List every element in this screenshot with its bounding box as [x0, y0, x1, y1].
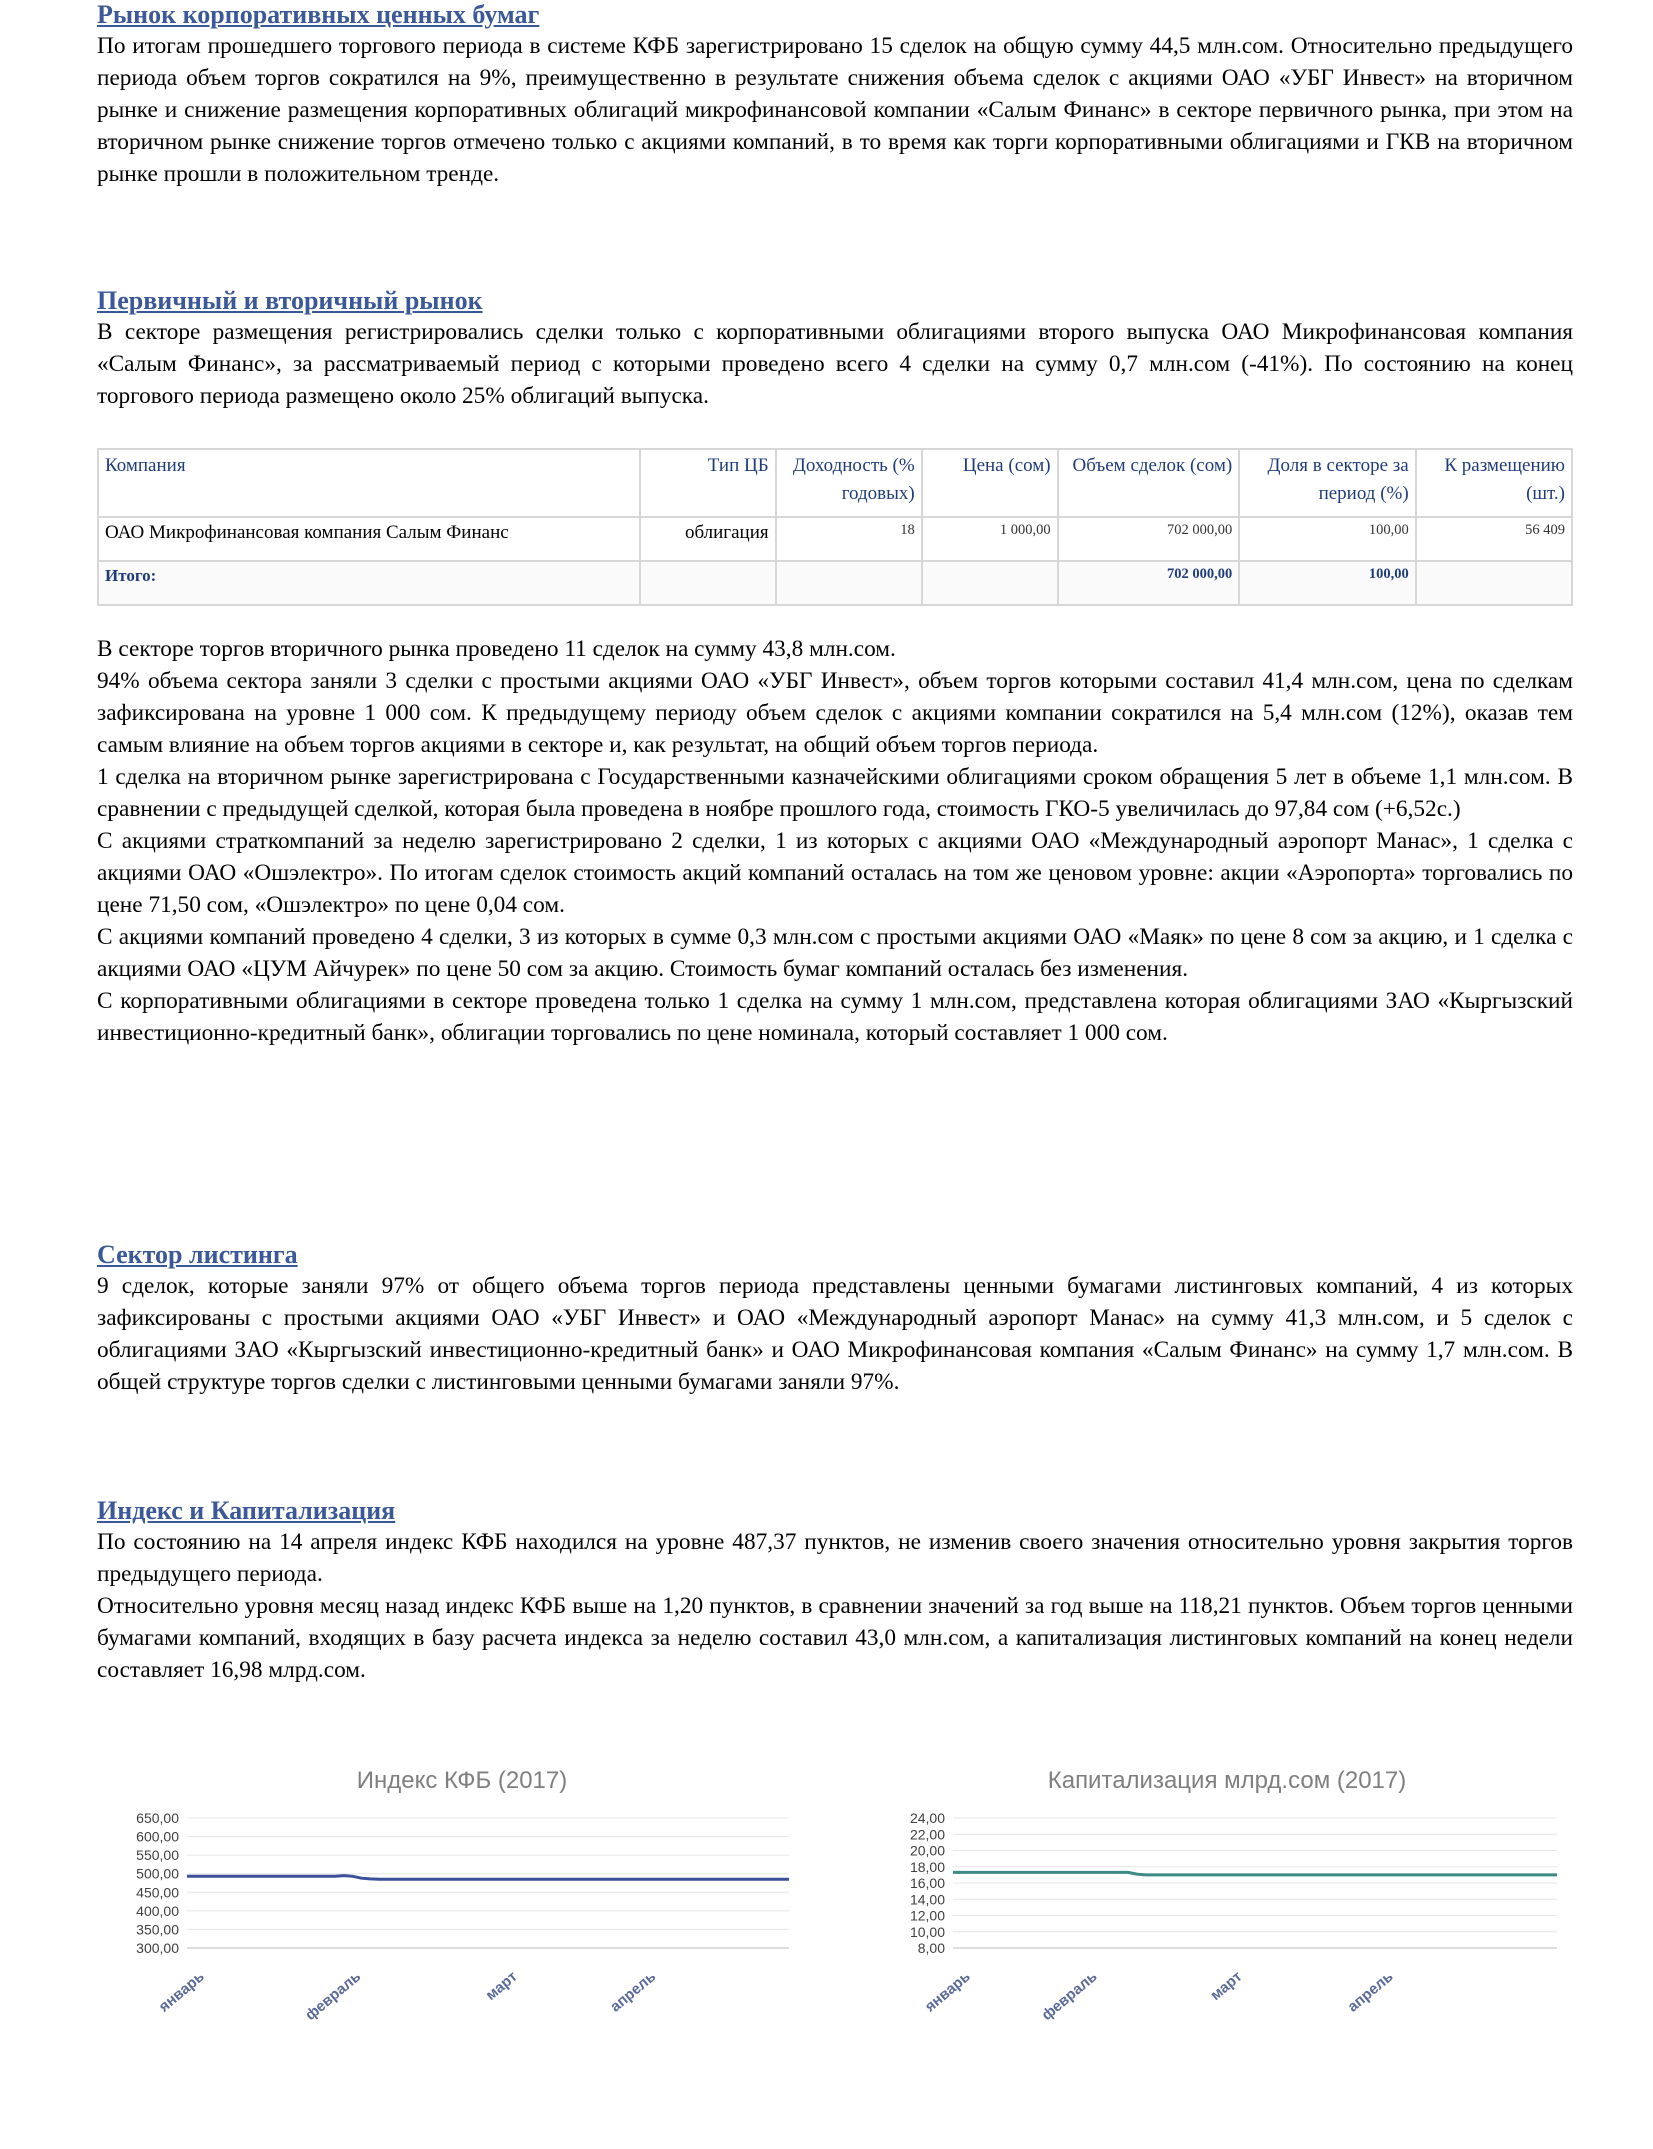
section-text-corporate: По итогам прошедшего торгового периода в системе КФБ зарегистрировано 15 сделок на общую сумму 44,5 млн.сом. Относительно предыдущего периода объем торгов сократился на 9%, преимущественно в результате снижения объема сделок с акциями ОАО «УБГ Инвест» на вторичном рынке и снижение размещения корпоративных облигаций микрофинансовой компании «Салым Финанс» в секторе первичного рынка, при этом на вторичном рынке снижение торгов отмечено только с акциями компаний, в то время как торги корпоративными облигациями и ГКВ на вторичном рынке прошли в положительном тренде. [97, 33, 1573, 187]
section-primary [97, 286, 1573, 412]
y-tick-label: 350,00 [136, 1921, 179, 1938]
col-header-share: Доля в секторе за период (%) [1239, 449, 1416, 517]
x-tick-label: апрель [1344, 1968, 1397, 2016]
y-tick-label: 12,00 [909, 1907, 945, 1924]
x-tick-label: январь [921, 1968, 974, 2016]
index-chart [97, 1760, 817, 2045]
placement-table [97, 448, 1573, 606]
paragraph: 94% объема сектора заняли 3 сделки с простыми акциями ОАО «УБГ Инвест», объем торгов которыми составил 41,4 млн.сом, цена по сделкам зафиксирована на уровне 1 000 сом. К предыдущему периоду объем сделок с акциями компании сократился на 5,4 млн.сом (12%), оказав тем самым влияние на объем торгов акциями в секторе и, как результат, на общий объем торгов периода. [97, 668, 1573, 758]
y-tick-label: 18,00 [909, 1858, 945, 1875]
y-tick-label: 450,00 [136, 1884, 179, 1901]
placement-table-wrapper [97, 448, 1573, 606]
y-tick-label: 650,00 [136, 1810, 179, 1826]
cell-yield: 18 [776, 517, 922, 561]
y-tick-label: 10,00 [909, 1923, 945, 1940]
table-row [98, 517, 1572, 561]
cell-total-empty [922, 561, 1058, 605]
y-tick-label: 300,00 [136, 1940, 179, 1956]
table-total-row [98, 561, 1572, 605]
charts-area [97, 1760, 1597, 2040]
paragraph: 1 сделка на вторичном рынке зарегистрирована с Государственными казначейскими облигациями сроком обращения 5 лет в объеме 1,1 млн.сом. В сравнении с предыдущей сделкой, которая была проведена в ноябре прошлого года, стоимость ГКО-5 увеличилась до 97,84 сом (+6,52с.) [97, 764, 1573, 822]
cell-price: 1 000,00 [922, 517, 1058, 561]
x-tick-label: февраль [302, 1968, 365, 2024]
y-tick-label: 8,00 [917, 1940, 945, 1956]
y-tick-label: 500,00 [136, 1865, 179, 1882]
chart-title: Индекс КФБ (2017) [356, 1767, 568, 1794]
cell-to-place: 56 409 [1416, 517, 1572, 561]
paragraph: В секторе торгов вторичного рынка проведено 11 сделок на сумму 43,8 млн.сом. [97, 636, 896, 662]
series-line [187, 1876, 789, 1880]
x-tick-label: март [482, 1968, 521, 2004]
section-heading-corporate: Рынок корпоративных ценных бумаг [97, 0, 540, 29]
paragraph: Относительно уровня месяц назад индекс КФБ выше на 1,20 пунктов, в сравнении значений за год выше на 118,21 пунктов. Объем торгов ценными бумагами компаний, входящих в базу расчета индекса за неделю составил 43,0 млн.сом, а капитализация листинговых компаний на конец недели составляет 16,98 млрд.сом. [97, 1593, 1573, 1683]
y-tick-label: 14,00 [909, 1891, 945, 1908]
col-header-price: Цена (сом) [922, 449, 1058, 517]
section-index [97, 1496, 1573, 1686]
cell-volume: 702 000,00 [1058, 517, 1240, 561]
y-tick-label: 20,00 [909, 1842, 945, 1859]
cell-total-empty [640, 561, 776, 605]
table-header-row [98, 449, 1572, 517]
cell-total-empty [1416, 561, 1572, 605]
paragraph: С акциями компаний проведено 4 сделки, 3 из которых в сумме 0,3 млн.сом с простыми акциями ОАО «Маяк» по цене 8 сом за акцию, и 1 сделка с акциями ОАО «ЦУМ Айчурек» по цене 50 сом за акцию. Стоимость бумаг компаний осталась без изменения. [97, 924, 1573, 982]
capitalization-chart-svg [857, 1760, 1577, 2040]
section-heading-listing: Сектор листинга [97, 1240, 298, 1269]
cell-total-label: Итого: [98, 561, 640, 605]
x-tick-label: февраль [1038, 1968, 1101, 2024]
col-header-to-place: К размещению (шт.) [1416, 449, 1572, 517]
col-header-volume: Объем сделок (сом) [1058, 449, 1240, 517]
cell-total-empty [776, 561, 922, 605]
index-chart-svg [97, 1760, 817, 2040]
section-heading-index: Индекс и Капитализация [97, 1496, 396, 1525]
col-header-company: Компания [98, 449, 640, 517]
col-header-yield: Доходность (% годовых) [776, 449, 922, 517]
y-tick-label: 550,00 [136, 1847, 179, 1864]
col-header-type: Тип ЦБ [640, 449, 776, 517]
section-listing [97, 1240, 1573, 1398]
cell-total-share: 100,00 [1239, 561, 1416, 605]
cell-company: ОАО Микрофинансовая компания Салым Финанс [98, 517, 640, 561]
x-tick-label: январь [155, 1968, 208, 2016]
y-tick-label: 600,00 [136, 1828, 179, 1845]
x-tick-label: апрель [607, 1968, 660, 2016]
y-tick-label: 16,00 [909, 1875, 945, 1891]
section-text-primary: В секторе размещения регистрировались сделки только с корпоративными облигациями второго выпуска ОАО Микрофинансовая компания «Салым Финанс», за рассматриваемый период с которыми проведено всего 4 сделки на сумму 0,7 млн.сом (-41%). По состоянию на конец торгового периода размещено около 25% облигаций выпуска. [97, 319, 1573, 409]
paragraph: С акциями страткомпаний за неделю зарегистрировано 2 сделки, 1 из которых с акциями ОАО «Международный аэропорт Манас», 1 сделка с акциями ОАО «Ошэлектро». По итогам сделок стоимость акций компаний осталась на том же ценовом уровне: акции «Аэропорта» торговались по цене 71,50 сом, «Ошэлектро» по цене 0,04 сом. [97, 828, 1573, 918]
paragraph: По состоянию на 14 апреля индекс КФБ находился на уровне 487,37 пунктов, не изменив своего значения относительно уровня закрытия торгов предыдущего периода. [97, 1529, 1573, 1587]
paragraph: С корпоративными облигациями в секторе проведена только 1 сделка на сумму 1 млн.сом, представлена которая облигациями ЗАО «Кыргызский инвестиционно-кредитный банк», облигации торговались по цене номинала, который составляет 1 000 сом. [97, 988, 1573, 1046]
section-heading-primary: Первичный и вторичный рынок [97, 286, 483, 315]
section-corporate [97, 0, 1573, 190]
section-secondary [97, 633, 1573, 1049]
y-tick-label: 24,00 [909, 1810, 945, 1826]
y-tick-label: 22,00 [909, 1826, 945, 1843]
chart-title: Капитализация млрд.сом (2017) [1047, 1767, 1407, 1794]
series-line [953, 1872, 1557, 1875]
cell-share: 100,00 [1239, 517, 1416, 561]
capitalization-chart [857, 1760, 1577, 2045]
cell-type: облигация [640, 517, 776, 561]
cell-total-volume: 702 000,00 [1058, 561, 1240, 605]
section-text-listing: 9 сделок, которые заняли 97% от общего объема торгов периода представлены ценными бумагами листинговых компаний, 4 из которых зафиксированы с простыми акциями ОАО «УБГ Инвест» и ОАО «Международный аэропорт Манас» на сумму 41,3 млн.сом, и 5 сделок с облигациями ЗАО «Кыргызский инвестиционно-кредитный банк» и ОАО Микрофинансовая компания «Салым Финанс» на сумму 1,7 млн.сом. В общей структуре торгов сделки с листинговыми ценными бумагами заняли 97%. [97, 1273, 1573, 1395]
y-tick-label: 400,00 [136, 1902, 179, 1919]
x-tick-label: март [1207, 1968, 1246, 2004]
